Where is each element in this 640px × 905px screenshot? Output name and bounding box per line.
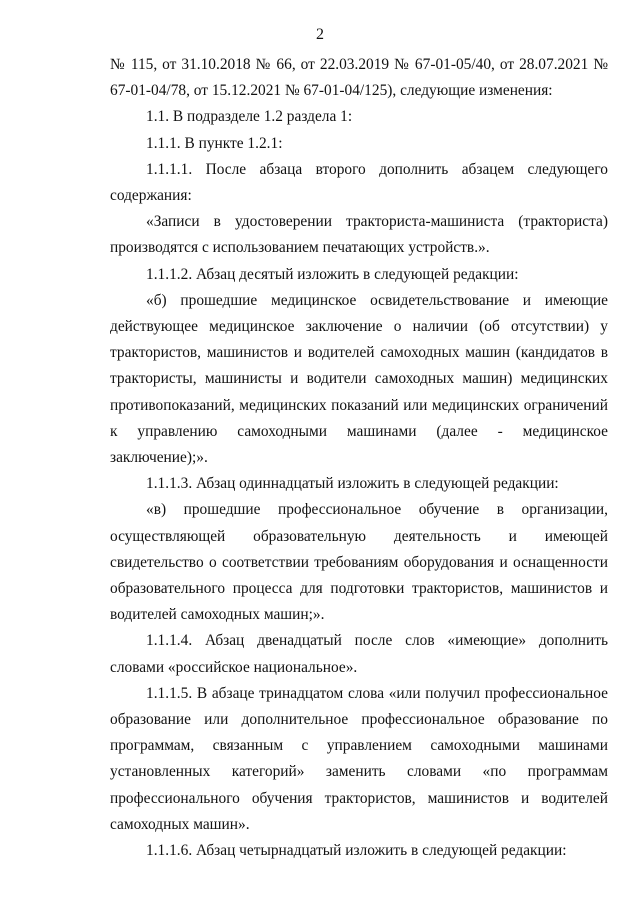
paragraph: 1.1.1. В пункте 1.2.1: [146, 134, 283, 152]
page-number: 2 [316, 26, 324, 43]
paragraph: 1.1.1.6. Абзац четырнадцатый изложить в следующей редакции: [146, 842, 567, 860]
paragraph: 1.1.1.3. Абзац одиннадцатый изложить в следующей редакции: [146, 475, 559, 493]
paragraph: 1.1. В подразделе 1.2 раздела 1: [146, 108, 353, 126]
paragraph: «в) прошедшие профессиональное обучение в организации, осуществляющей образовательную деятельность и имеющей свидетельство о соответствии требованиям оборудования и оснащенности образовательного процесса для подготовки трактористов, машинистов и водителей самоходных машин;». [110, 501, 608, 624]
paragraph: «Записи в удостоверении тракториста-машиниста (тракториста) производятся с использованием печатающих устройств.». [110, 213, 608, 257]
paragraph: 1.1.1.2. Абзац десятый изложить в следующей редакции: [146, 265, 519, 283]
document-body [110, 52, 608, 864]
paragraph: № 115, от 31.10.2018 № 66, от 22.03.2019 № 67-01-05/40, от 28.07.2021 № 67-01-04/78, от 15.12.2021 № 67-01-04/125), следующие изменения: [110, 56, 608, 100]
paragraph: 1.1.1.5. В абзаце тринадцатом слова «или получил профессиональное образование или дополнительное профессиональное образование по программам, связанным с управлением самоходными машинами установленных категорий» заменить словами «по программам профессионального обучения трактористов, машинистов и водителей самоходных машин». [110, 684, 608, 833]
paragraph: 1.1.1.4. Абзац двенадцатый после слов «имеющие» дополнить словами «российское национальное». [110, 632, 608, 676]
paragraph: 1.1.1.1. После абзаца второго дополнить абзацем следующего содержания: [110, 160, 608, 205]
paragraph: «б) прошедшие медицинское освидетельствование и имеющие действующее медицинское заключение о наличии (об отсутствии) у трактористов, машинистов и водителей самоходных машин (кандидатов в трактористы, машинисты и водители самоходных машин) медицинских противопоказаний, медицинских показаний или медицинских ограничений к управлению самоходными машинами (далее - медицинское заключение);». [110, 291, 608, 467]
